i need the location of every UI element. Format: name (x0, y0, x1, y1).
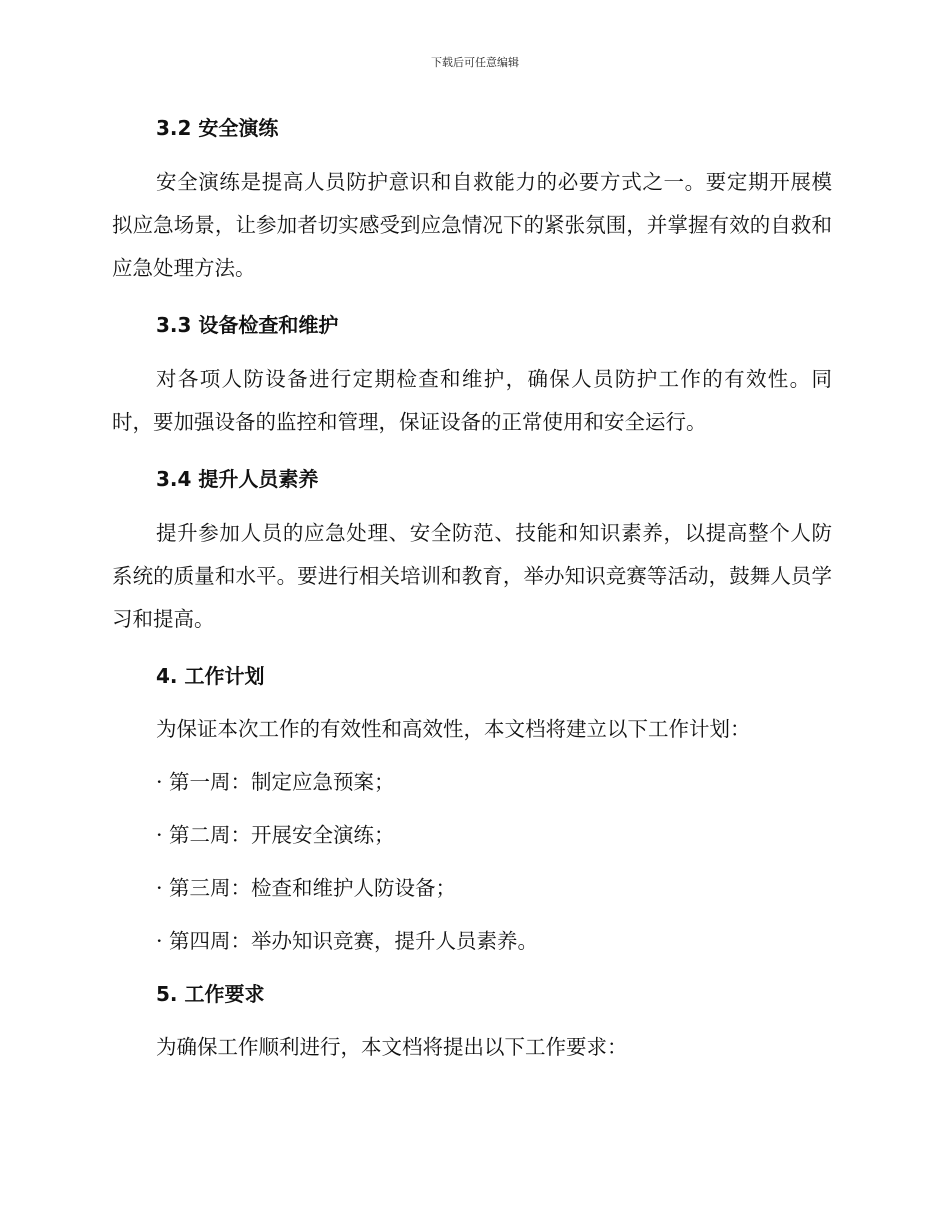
page-header-note: 下载后可任意编辑 (431, 56, 519, 69)
section-heading-4: 4. 工作计划 (156, 664, 265, 688)
section-heading-3-4: 3.4 提升人员素养 (156, 467, 319, 491)
plan-list-item: · 第三周：检查和维护人防设备； (156, 876, 457, 900)
section-heading-3-3: 3.3 设备检查和维护 (156, 313, 339, 337)
section-intro-4: 为保证本次工作的有效性和高效性，本文档将建立以下工作计划： (156, 717, 751, 741)
section-intro-5: 为确保工作顺利进行，本文档将提出以下工作要求： (156, 1035, 628, 1059)
section-paragraph-3-2: 安全演练是提高人员防护意识和自救能力的必要方式之一。要定期开展模拟应急场景，让参加者切实感受到应急情况下的紧张氛围，并掌握有效的自救和应急处理方法。 (112, 170, 832, 280)
plan-list-item: · 第四周：举办知识竞赛，提升人员素养。 (156, 929, 539, 953)
section-heading-3-2: 3.2 安全演练 (156, 116, 279, 140)
document-body (112, 108, 832, 1067)
section-paragraph-3-3: 对各项人防设备进行定期检查和维护，确保人员防护工作的有效性。同时，要加强设备的监控和管理，保证设备的正常使用和安全运行。 (112, 367, 832, 434)
plan-list-item: · 第二周：开展安全演练； (156, 823, 395, 847)
section-heading-5: 5. 工作要求 (156, 982, 265, 1006)
section-paragraph-3-4: 提升参加人员的应急处理、安全防范、技能和知识素养，以提高整个人防系统的质量和水平。要进行相关培训和教育，举办知识竞赛等活动，鼓舞人员学习和提高。 (112, 521, 832, 631)
plan-list-item: · 第一周：制定应急预案； (156, 770, 395, 794)
